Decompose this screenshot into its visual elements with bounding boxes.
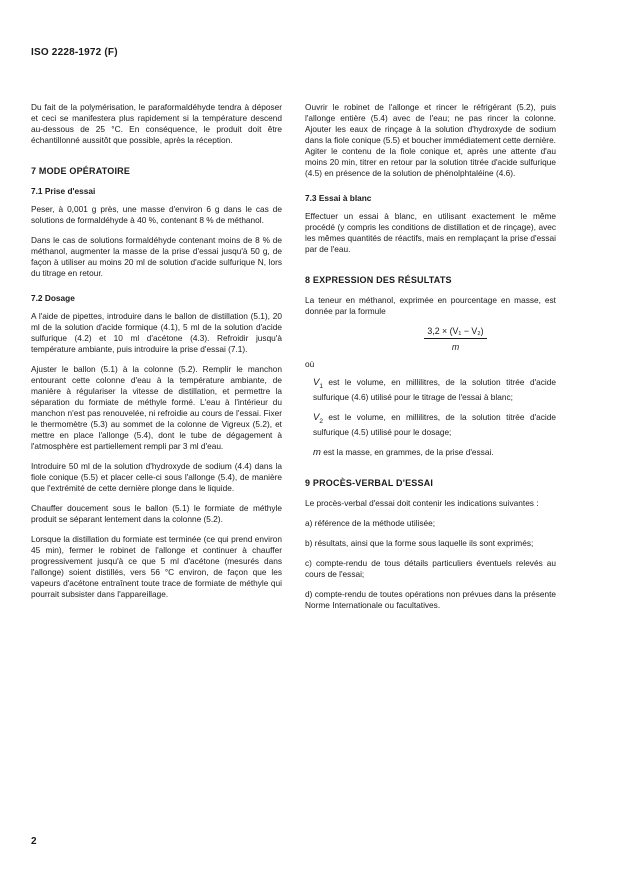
v1-description: est le volume, en millilitres, de la solution titrée d'acide sulfurique (4.6) utilisé pour le titrage de l'essai à blanc; [313, 377, 556, 402]
intro-paragraph: Du fait de la polymérisation, le paraformaldéhyde tendra à déposer et ceci se manifestera plus rapidement si la température descend au-dessous de 25 °C. En conséquence, le produit doit être échantillonné aussitôt que possible, après la réception. [31, 102, 282, 145]
section-7-3-title: 7.3 Essai à blanc [305, 193, 372, 203]
section-8-paragraph: La teneur en méthanol, exprimée en pourcentage en masse, est donnée par la formule [305, 295, 556, 316]
left-column [31, 102, 282, 609]
definition-m [305, 447, 556, 458]
section-7-1-paragraph-1: Peser, à 0,001 g près, une masse d'environ 6 g dans le cas de solutions de formaldéhyde à 40 %, contenant 8 % de méthanol. [31, 204, 282, 225]
methanol-formula [305, 326, 556, 353]
report-item-d: d) compte-rendu de toutes opérations non prévues dans la présente Norme Internationale ou facultatives. [305, 588, 556, 610]
section-7-2-continuation: Ouvrir le robinet de l'allonge et rincer le réfrigérant (5.2), puis l'allonge entière (5.4) avec de l'eau; ne pas rincer la colonne. Ajouter les eaux de rinçage à la solution d'hydroxyde de sodium dans la fiole conique (5.5) et boucher immédiatement cette dernière. Agiter le contenu de la fiole conique et, après une attente d'au moins 20 min, titrer en retour par la solution titrée d'acide sulfurique (4.5) en présence de la solution de phénolphtaléine (4.6). [305, 102, 556, 178]
v1-symbol: $V_1$ [313, 377, 323, 390]
section-7-2-title: 7.2 Dosage [31, 293, 75, 303]
m-description: est la masse, en grammes, de la prise d'essai. [323, 446, 494, 457]
report-item-c: c) compte-rendu de tous détails particuliers éventuels relevés au cours de l'essai; [305, 557, 556, 579]
section-9-paragraph: Le procès-verbal d'essai doit contenir les indications suivantes : [305, 497, 539, 508]
report-item-b: b) résultats, ainsi que la forme sous laquelle ils sont exprimés; [305, 537, 534, 548]
section-7-2-paragraph-3: Introduire 50 ml de la solution d'hydroxyde de sodium (4.4) dans la fiole conique (5.5) et placer celle-ci sous l'allonge (5.4), de manière que l'extrémité de cette dernière plonge dans le liquide. [31, 461, 282, 493]
v2-symbol: $V_2$ [313, 411, 323, 425]
section-7-1-paragraph-2: Dans le cas de solutions formaldéhyde contenant moins de 8 % de méthanol, augmenter la masse de la prise d'essai jusqu'à 50 g, de façon à utiliser au moins 20 ml de solution d'acide sulfurique N, lors du titrage en retour. [31, 235, 282, 278]
page-number: 2 [31, 836, 37, 847]
definition-v1 [305, 377, 556, 403]
right-column [305, 102, 556, 620]
document-header: ISO 2228-1972 (F) [31, 47, 118, 58]
section-8-title: 8 EXPRESSION DES RÉSULTATS [305, 275, 452, 285]
section-9-title: 9 PROCÈS-VERBAL D'ESSAI [305, 477, 434, 488]
section-7-1-title: 7.1 Prise d'essai [31, 186, 96, 196]
where-label: où [305, 359, 315, 369]
section-7-3-paragraph: Effectuer un essai à blanc, en utilisant exactement le même procédé (y compris les conditions de distillation et de rinçage), avec les mêmes quantités de réactifs, mais en remplaçant la prise d'essai par de l'eau. [305, 211, 556, 254]
report-item-a: a) référence de la méthode utilisée; [305, 517, 436, 528]
section-7-2-paragraph-5: Lorsque la distillation du formiate est terminée (ce qui prend environ 45 min), fermer le robinet de l'allonge et continuer à chauffer progressivement jusqu'à ce que 5 ml d'acétone (mesurés dans l'allonge) soient distillés, vers 56 °C environ, de façon que les vapeurs d'acétone entraînent toute trace de formiate de méthyle qui pourrait subsister dans l'appareillage. [31, 534, 282, 599]
v2-description: est le volume, en millilitres, de la solution titrée d'acide sulfurique (4.5) utilisé pour le dosage; [313, 411, 556, 437]
formula-denominator: m [451, 342, 460, 352]
m-symbol: m [313, 446, 321, 458]
definition-v2 [305, 412, 556, 438]
section-7-title: 7 MODE OPÉRATOIRE [31, 166, 131, 176]
formula-numerator: 3,2 × (V₁ − V₂) [424, 326, 486, 339]
section-7-2-paragraph-1: A l'aide de pipettes, introduire dans le ballon de distillation (5.1), 20 ml de la solution d'acide formique (4.1), 5 ml de la solution d'acide sulfurique (4.2) et 10 ml d'acétone (4.3). Refroidir jusqu'à température ambiante, puis introduire la prise d'essai (7.1). [31, 311, 282, 354]
section-7-2-paragraph-2: Ajuster le ballon (5.1) à la colonne (5.2). Remplir le manchon entourant cette colonne d'eau à la température ambiante, de manière à régulariser la vitesse de distillation, et permettre la séparation du formiate de méthyle formé. L'eau à l'intérieur du manchon n'est pas renouvelée, ni refroidie au cours de l'essai. Fixer le thermomètre (5.3) au sommet de la colonne de Vigreux (5.2), et mettre en place l'allonge (5.4), dont le tube de dégagement à l'atmosphère est partiellement rempli par 3 ml d'eau. [31, 364, 282, 451]
section-7-2-paragraph-4: Chauffer doucement sous le ballon (5.1) le formiate de méthyle produit se séparant lentement dans la colonne (5.2). [31, 503, 282, 524]
